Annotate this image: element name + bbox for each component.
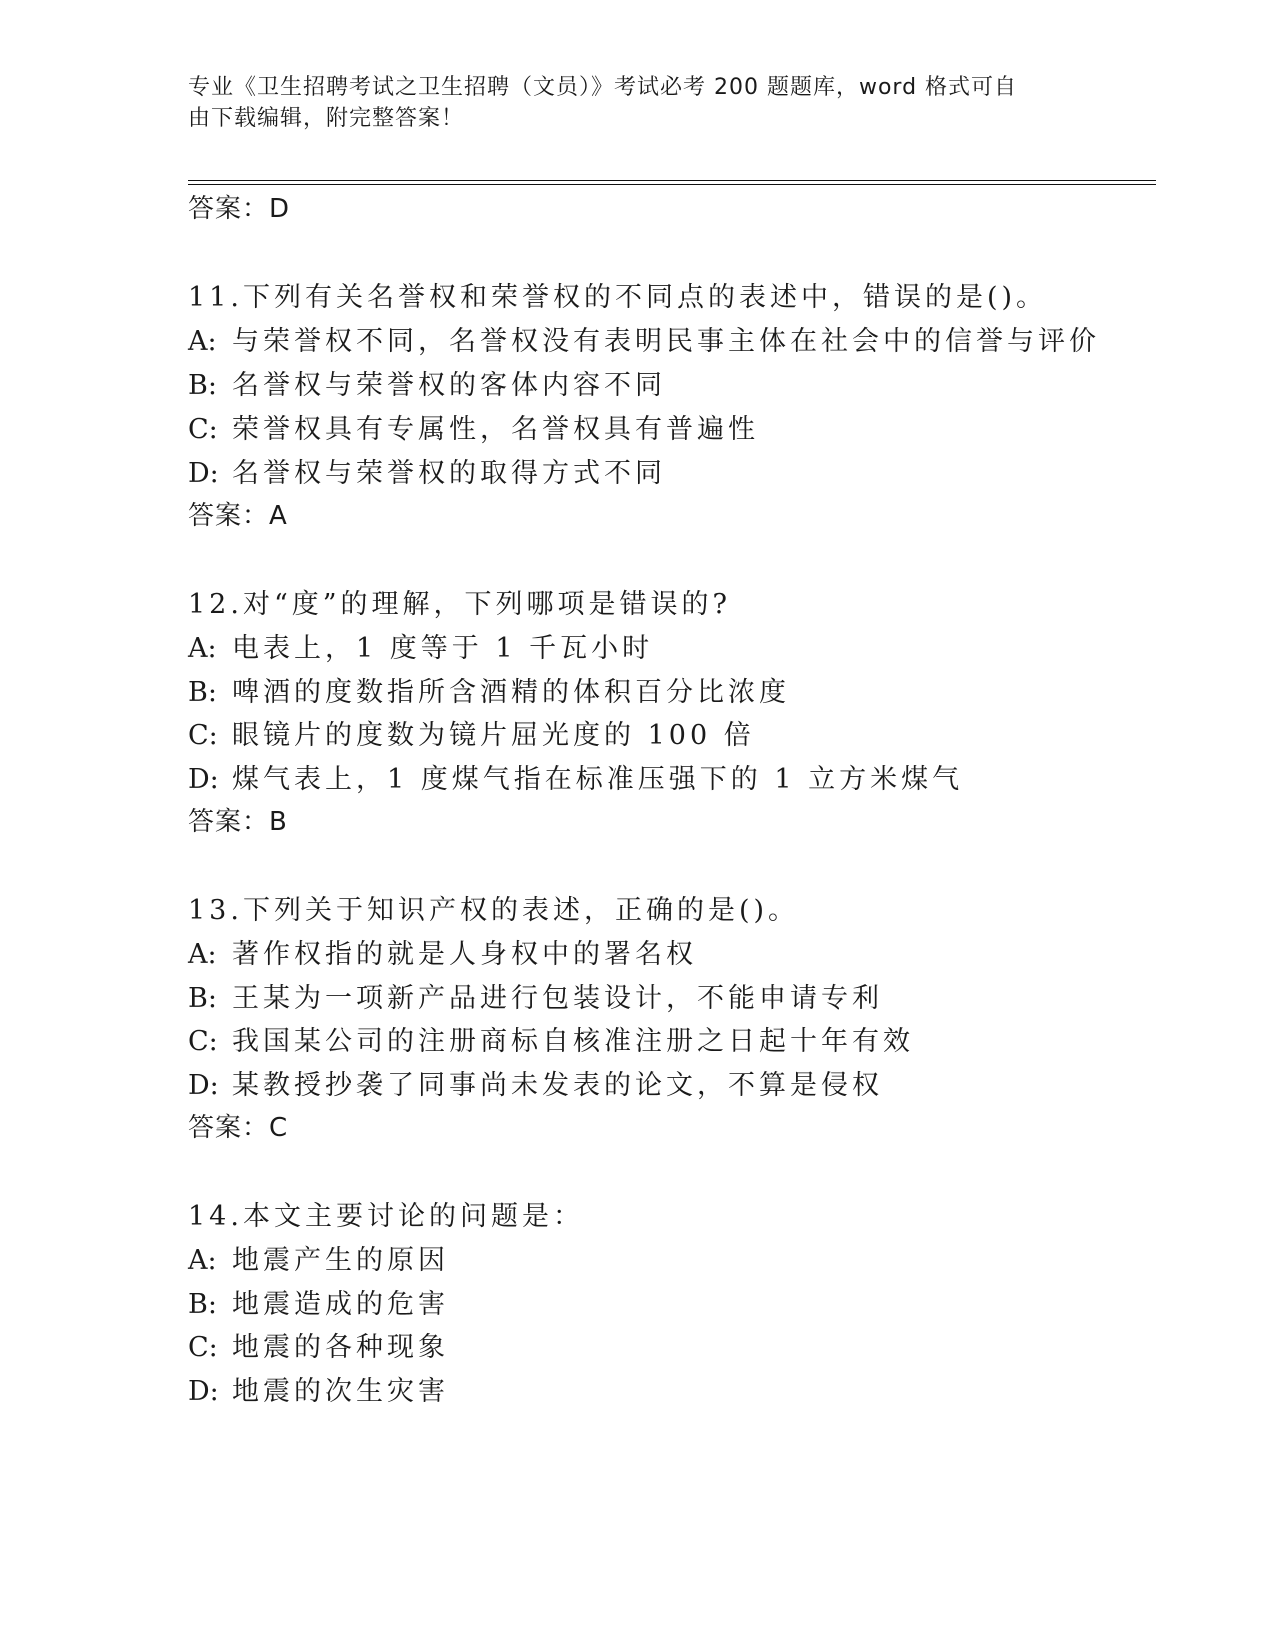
option-text: 我国某公司的注册商标自核准注册之日起十年有效 [232,1026,914,1057]
option-text: 名誉权与荣誉权的客体内容不同 [232,370,666,401]
document-header [188,72,1068,134]
option-d [188,763,963,797]
answer-line [188,1111,288,1145]
option-letter: D: [188,458,219,489]
header-divider-top [188,180,1156,181]
option-b [188,676,790,710]
option-c [188,413,759,447]
option-letter: C: [188,720,218,751]
option-letter: D: [188,1376,219,1407]
option-letter: A: [188,326,217,357]
answer-line [188,805,288,839]
option-text: 王某为一项新产品进行包装设计，不能申请专利 [232,983,883,1014]
option-text: 名誉权与荣誉权的取得方式不同 [232,458,666,489]
option-text: 电表上，1 度等于 1 千瓦小时 [232,633,654,664]
option-letter: C: [188,1332,218,1363]
option-letter: D: [188,764,219,795]
answer-line [188,192,290,226]
answer-label: 答案： [188,1113,270,1143]
option-text: 著作权指的就是人身权中的署名权 [232,939,697,970]
question-stem: 12.对“度”的理解，下列哪项是错误的? [188,589,732,620]
header-divider-bottom [188,184,1156,185]
option-text: 啤酒的度数指所含酒精的体积百分比浓度 [232,677,790,708]
option-d [188,1069,883,1103]
option-text: 地震的各种现象 [232,1332,449,1363]
option-a [188,1244,449,1278]
answer-value: D [269,194,291,224]
answer-value: C [269,1113,289,1143]
option-text: 荣誉权具有专属性，名誉权具有普遍性 [232,414,759,445]
option-text: 地震的次生灾害 [232,1376,449,1407]
option-text: 眼镜片的度数为镜片屈光度的 100 倍 [232,720,755,751]
header-line-2: 由下载编辑，附完整答案！ [188,106,465,131]
option-text: 某教授抄袭了同事尚未发表的论文，不算是侵权 [232,1070,883,1101]
option-text: 地震产生的原因 [232,1245,449,1276]
option-letter: D: [188,1070,219,1101]
option-letter: B: [188,370,217,401]
option-b [188,1288,449,1322]
answer-label: 答案： [188,194,270,224]
option-b [188,982,883,1016]
option-letter: B: [188,1289,217,1320]
answer-label: 答案： [188,807,270,837]
option-letter: A: [188,1245,217,1276]
option-letter: B: [188,677,217,708]
answer-value: A [269,501,288,531]
option-letter: B: [188,983,217,1014]
option-b [188,369,666,403]
option-text: 地震造成的危害 [232,1289,449,1320]
header-line-1: 专业《卫生招聘考试之卫生招聘（文员）》考试必考 200 题题库，word 格式可自 [188,75,1018,100]
option-d [188,1375,449,1409]
question-stem: 14.本文主要讨论的问题是： [188,1201,584,1232]
option-a [188,632,653,666]
option-c [188,1331,449,1365]
option-letter: C: [188,414,218,445]
option-text: 煤气表上，1 度煤气指在标准压强下的 1 立方米煤气 [232,764,964,795]
option-c [188,719,755,753]
option-a [188,938,697,972]
option-letter: C: [188,1026,218,1057]
answer-value: B [269,807,288,837]
option-letter: A: [188,633,217,664]
option-c [188,1025,914,1059]
question-stem: 11.下列有关名誉权和荣誉权的不同点的表述中，错误的是()。 [188,282,1048,313]
option-d [188,457,666,491]
answer-label: 答案： [188,501,270,531]
option-text: 与荣誉权不同，名誉权没有表明民事主体在社会中的信誉与评价 [232,326,1100,357]
option-a [188,325,1100,359]
question-stem: 13.下列关于知识产权的表述，正确的是()。 [188,895,800,926]
option-letter: A: [188,939,217,970]
answer-line [188,499,288,533]
